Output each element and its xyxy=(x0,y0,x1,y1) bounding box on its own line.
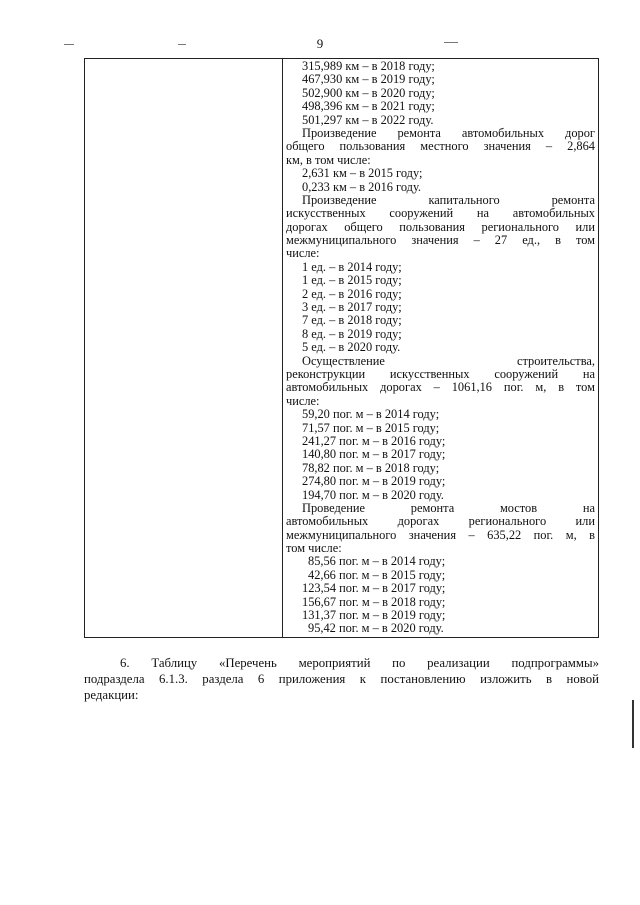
table-line: автомобильных дорогах – 1061,16 пог. м, в том xyxy=(286,381,595,395)
table-line: 501,297 км – в 2022 году. xyxy=(302,112,434,127)
table-line: 131,37 пог. м – в 2019 году; xyxy=(302,608,446,623)
table-line: 2 ед. – в 2016 году; xyxy=(302,286,402,301)
table-line: числе: xyxy=(286,393,320,408)
table-line: межмуниципального значения – 27 ед., в том xyxy=(286,234,595,248)
table-line: 7 ед. – в 2018 году; xyxy=(302,313,402,328)
table-line: 85,56 пог. м – в 2014 году; xyxy=(308,554,446,569)
table-line: 71,57 пог. м – в 2015 году; xyxy=(302,420,440,435)
table-line: 59,20 пог. м – в 2014 году; xyxy=(302,407,440,422)
table-line: 274,80 пог. м – в 2019 году; xyxy=(302,474,446,489)
table-line: 8 ед. – в 2019 году; xyxy=(302,326,402,341)
page-number: 9 xyxy=(316,36,324,51)
table-line: общего пользования местного значения – 2,864 xyxy=(286,140,595,154)
table-line: 2,631 км – в 2015 году; xyxy=(302,166,423,181)
table-line: 78,82 пог. м – в 2018 году; xyxy=(302,460,440,475)
table-line: 241,27 пог. м – в 2016 году; xyxy=(302,433,446,448)
table-line: 123,54 пог. м – в 2017 году; xyxy=(302,581,446,596)
table-line: числе: xyxy=(286,246,320,261)
table-line: 0,233 км – в 2016 году. xyxy=(302,179,422,194)
body-paragraph xyxy=(84,655,599,703)
table-line: 42,66 пог. м – в 2015 году; xyxy=(308,567,446,582)
table-line: 1 ед. – в 2015 году; xyxy=(302,273,402,288)
table-line: 5 ед. – в 2020 году. xyxy=(302,340,401,355)
table-line: Произведение капитального ремонта xyxy=(302,193,595,207)
column-divider xyxy=(282,59,283,637)
table-cell-right xyxy=(286,60,595,636)
table-line: км, в том числе: xyxy=(286,152,371,167)
table-line: Осуществление строительства, xyxy=(302,354,595,368)
paragraph-line: подраздела 6.1.3. раздела 6 приложения к постановлению изложить в новой xyxy=(84,672,599,686)
table-line: 467,930 км – в 2019 году; xyxy=(302,72,435,87)
paragraph-line: 6. Таблицу «Перечень мероприятий по реализации подпрограммы» xyxy=(120,656,599,670)
table-line: том числе: xyxy=(286,541,342,556)
content-table xyxy=(84,58,599,638)
table-line: Произведение ремонта автомобильных дорог xyxy=(302,126,595,140)
table-line: 140,80 пог. м – в 2017 году; xyxy=(302,447,446,462)
table-line: 95,42 пог. м – в 2020 году. xyxy=(308,621,444,636)
table-line: искусственных сооружений на автомобильных xyxy=(286,207,595,221)
table-line: межмуниципального значения – 635,22 пог. м, в xyxy=(286,528,595,542)
table-line: 502,900 км – в 2020 году; xyxy=(302,85,435,100)
table-line: реконструкции искусственных сооружений на xyxy=(286,367,595,381)
table-line: Проведение ремонта мостов на xyxy=(302,501,595,515)
table-line: 1 ед. – в 2014 году; xyxy=(302,259,402,274)
table-line: 194,70 пог. м – в 2020 году. xyxy=(302,487,444,502)
table-line: дорогах общего пользования регионального или xyxy=(286,220,595,234)
table-line: 315,989 км – в 2018 году; xyxy=(302,59,435,73)
table-line: 498,396 км – в 2021 году; xyxy=(302,99,435,114)
paragraph-line: редакции: xyxy=(84,688,139,702)
table-line: 156,67 пог. м – в 2018 году; xyxy=(302,594,446,609)
table-line: автомобильных дорогах регионального или xyxy=(286,515,595,529)
table-line: 3 ед. – в 2017 году; xyxy=(302,300,402,315)
scan-edge-mark xyxy=(632,700,634,748)
